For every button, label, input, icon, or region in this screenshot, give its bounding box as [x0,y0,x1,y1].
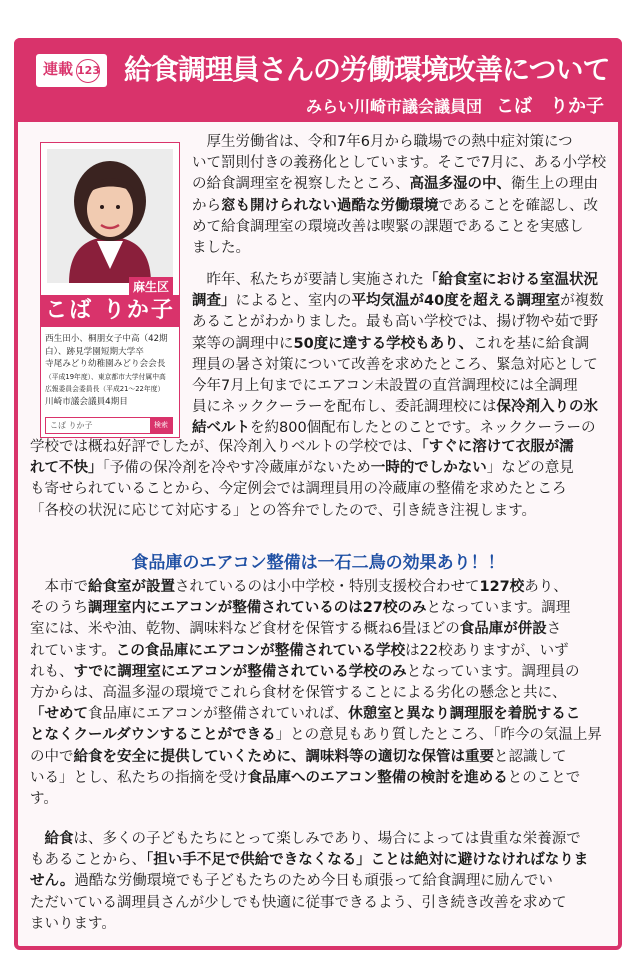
affiliation: みらい川崎市議会議員団 [305,97,482,116]
text-line: いる」とし、私たちの指摘を受け食品庫へのエアコン整備の検討を進めるとのことで [30,769,581,786]
search-button[interactable]: 検索 [150,418,172,433]
text-line: いて罰則付きの義務化としています。そこで7月に、ある小学校 [192,155,607,172]
article-header [14,38,622,122]
text-line: 菜等の調理中に50度に達する学校もあり、これを基に給食調 [192,335,590,352]
text-line: 厚生労働省は、令和7年6月から職場での熱中症対策につ [192,134,573,150]
text-line: 結ベルトを約800個配布したとのことです。ネッククーラーの [192,420,596,437]
text-line: 昨年、私たちが要請し実施された「給食室における室温状況 [192,272,598,288]
paragraph-3 [30,437,606,522]
text-line: もあることから、「担い手不足で供給できなくなる」ことは絶対に避けなければなりま [30,852,589,869]
paragraph-5 [30,829,606,935]
byline [306,92,604,118]
bio-line: 西生田小、桐朋女子中高（42期 [45,334,168,344]
text-line: れも、すでに調理室にエアコンが整備されている学校のみとなっています。調理員の [30,663,580,680]
serial-number: 123 [76,59,100,83]
text-line: 調査」によると、室内の平均気温が40度を超える調理室が複数 [192,293,604,310]
serial-badge [36,54,107,87]
text-line: 「各校の状況に応じて対応する」との答弁でしたので、引き続き注視します。 [30,502,537,519]
profile-bio [45,333,177,408]
text-line: ただいている調理員さんが少しでも快適に従事できるよう、引き続き改善を求めて [30,894,567,911]
serial-label: 連載 [43,60,74,78]
text-line: も寄せられていることから、今定例会では調理員用の冷蔵庫の整備を求めたところ [30,481,567,498]
text-line: まいります。 [30,915,116,932]
text-line: 室には、米や油、乾物、調味料など食材を保管する概ね6畳ほどの食品庫が併設さ [30,621,562,638]
paragraph-2 [192,270,606,440]
profile-name: こば りか子 [41,295,179,327]
profile-card [40,142,180,438]
text-line: から窓も開けられない過酷な労働環境であることを確認し、改 [192,197,598,214]
text-line: ました。 [192,240,250,257]
text-line: となくクールダウンすることができる」との意見もあり質したところ、「昨今の気温上昇 [30,727,602,744]
paragraph-1 [192,132,606,259]
section-heading: 食品庫のエアコン整備は一石二鳥の効果あり！！ [131,553,505,573]
portrait-photo [47,149,173,283]
text-line: 「せめて食品庫にエアコンが整備されていれば、休憩室と異なり調理服を着脱するこ [30,706,581,723]
text-line: 今年7月上旬までにエアコン未設置の直営調理校には全調理 [192,378,578,395]
text-line: 理員の暑さ対策について改善を求めたところ、緊急対応として [192,356,598,373]
search-box[interactable] [45,417,173,434]
text-line: 学校では概ね好評でしたが、保冷剤入りベルトの学校では、「すぐに溶けて衣服が濡 [30,439,574,455]
text-line: の中で給食を安全に提供していくために、調味料等の適切な保管は重要と認識して [30,748,567,765]
bio-line: 寺尾みどり幼稚園みどり会会長 [45,359,166,369]
bio-line: 川崎市議会議員4期目 [45,396,128,407]
text-line: の給食調理室を視察したところ、高温多湿の中、衛生上の理由 [192,176,598,193]
text-line: れて不快」「予備の保冷剤を冷やす冷蔵庫がないため一時的でしかない」などの意見 [30,460,574,477]
text-line: あることがわかりました。最も高い学校では、揚げ物や茹で野 [192,314,598,331]
paragraph-4 [30,577,606,810]
author-name: こば りか子 [496,96,604,117]
text-line: 給食は、多くの子どもたちにとって楽しみであり、場合によっては貴重な栄養源で [44,831,581,847]
bio-line: 広報委員会委員長（平成21〜22年度） [45,385,165,393]
text-line: めて給食調理室の環境改善は喫緊の課題であることを実感し [192,218,584,235]
text-line: 本市で給食室が設置されているのは小中学校・特別支援校合わせて127校あり、 [30,579,568,595]
ward-badge: 麻生区 [129,277,173,296]
text-line: 員にネッククーラーを配布し、委託調理校には保冷剤入りの氷 [192,399,598,416]
search-query: こば りか子 [50,421,93,430]
bio-line: （平成19年度）、東京都市大学付属中高 [45,372,166,381]
page-title: 給食調理員さんの労働環境改善について [124,53,610,86]
text-line: す。 [30,791,58,808]
bio-line: 白）、跡見学園短期大学卒 [45,346,144,357]
text-line: 方からは、高温多湿の環境でこれら食材を保管することによる劣化の懸念と共に、 [30,685,567,702]
text-line: せん。過酷な労働環境でも子どもたちのため今日も頑張って給食調理に励んでい [30,873,553,890]
text-line: れています。この食品庫にエアコンが整備されている学校は22校ありますが、いず [30,642,569,659]
text-line: そのうち調理室内にエアコンが整備されているのは27校のみとなっています。調理 [30,600,571,617]
